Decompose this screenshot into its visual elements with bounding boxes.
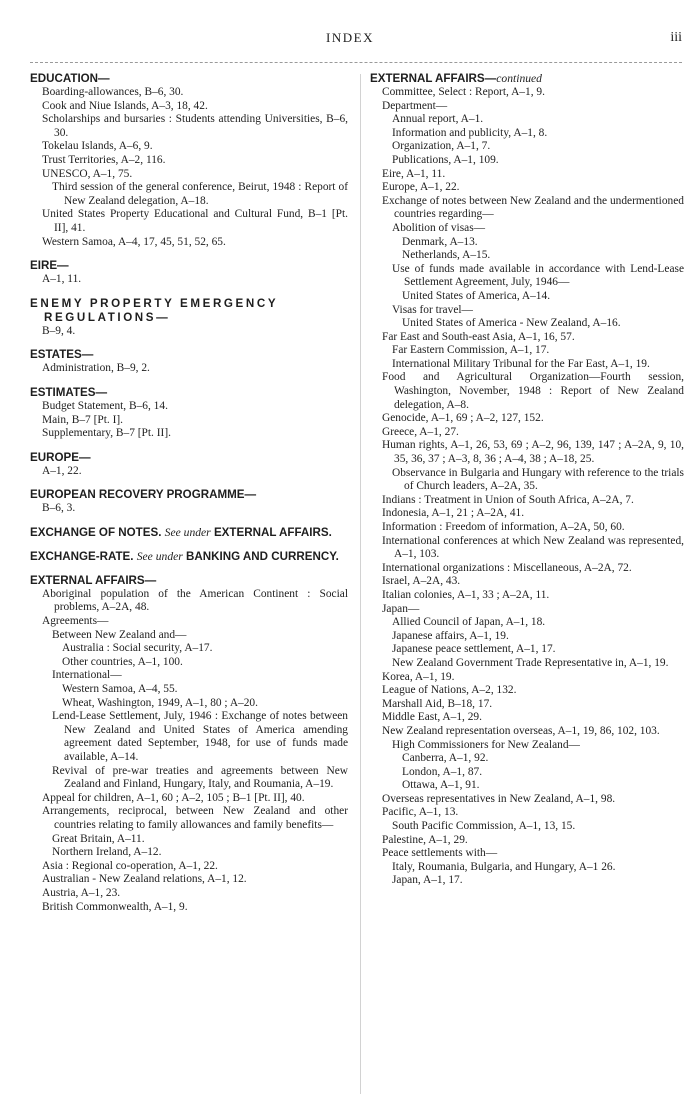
- index-entry: Denmark, A–13.: [402, 235, 478, 248]
- index-entry: Japanese peace settlement, A–1, 17.: [392, 643, 556, 656]
- index-entry: Australia : Social security, A–17.: [62, 642, 213, 655]
- index-entry: Overseas representatives in New Zealand, A–1, 98.: [382, 792, 616, 805]
- index-entry: Third session of the general conference, Beirut, 1948 : Report of New Zealand delegation, A–18.: [52, 181, 348, 207]
- index-entry: Italian colonies, A–1, 33 ; A–2A, 11.: [382, 588, 550, 601]
- index-entry: Human rights, A–1, 26, 53, 69 ; A–2, 96, 139, 147 ; A–2A, 9, 10, 35, 36, 37 ; A–3, 8, 36 ; A–4, 38 ; A–18, 25.: [382, 439, 684, 466]
- index-entry: Allied Council of Japan, A–1, 18.: [392, 616, 546, 629]
- index-entry: Between New Zealand and—: [52, 628, 187, 641]
- index-heading: EXTERNAL AFFAIRS—: [30, 573, 157, 587]
- continued-heading: EXTERNAL AFFAIRS—: [370, 72, 497, 85]
- index-entry: Organization, A–1, 7.: [392, 140, 491, 153]
- index-entry: Tokelau Islands, A–6, 9.: [42, 140, 153, 153]
- index-entry: Aboriginal population of the American Continent : Social problems, A–2A, 48.: [42, 587, 348, 614]
- cross-reference-target: EXTERNAL AFFAIRS.: [213, 525, 332, 539]
- cross-reference: [30, 550, 348, 564]
- index-entry: Annual report, A–1.: [392, 113, 484, 126]
- index-entry: Publications, A–1, 109.: [392, 153, 499, 166]
- index-heading: ESTATES—: [30, 348, 94, 362]
- index-entry: Austria, A–1, 23.: [42, 886, 121, 899]
- index-entry: International conferences at which New Zealand was represented, A–1, 103.: [382, 534, 684, 561]
- index-entry: B–9, 4.: [42, 324, 76, 337]
- index-heading: EDUCATION—: [30, 72, 110, 85]
- index-entry: United States Property Educational and Cultural Fund, B–1 [Pt. II], 41.: [42, 208, 348, 234]
- page-number: iii: [670, 30, 682, 45]
- index-entry: Marshall Aid, B–18, 17.: [382, 697, 493, 710]
- index-entry: South Pacific Commission, A–1, 13, 15.: [392, 820, 576, 833]
- index-heading: ENEMY PROPERTY EMERGENCY REGULATIONS—: [30, 296, 278, 324]
- index-entry: Indonesia, A–1, 21 ; A–2A, 41.: [382, 507, 525, 520]
- index-entry: League of Nations, A–2, 132.: [382, 684, 517, 697]
- index-entry: Netherlands, A–15.: [402, 249, 491, 262]
- cross-reference-term: EXCHANGE OF NOTES.: [30, 525, 162, 539]
- index-entry: Great Britain, A–11.: [52, 832, 145, 845]
- index-entry: Arrangements, reciprocal, between New Zealand and other countries relating to family allowances and family benefits—: [42, 805, 348, 831]
- index-entry: Peace settlements with—: [382, 847, 498, 860]
- index-entry: Italy, Roumania, Bulgaria, and Hungary, A–1 26.: [392, 860, 616, 873]
- index-entry: British Commonwealth, A–1, 9.: [42, 900, 188, 913]
- index-heading: ESTIMATES—: [30, 385, 108, 399]
- index-entry: New Zealand Government Trade Representative in, A–1, 19.: [392, 656, 669, 669]
- index-entry: Western Samoa, A–4, 17, 45, 51, 52, 65.: [42, 235, 226, 248]
- index-heading: EUROPEAN RECOVERY PROGRAMME—: [30, 488, 257, 502]
- index-heading-continued: [370, 72, 684, 86]
- index-entry: United States of America - New Zealand, A–16.: [402, 317, 621, 330]
- index-entry: Visas for travel—: [392, 303, 473, 316]
- index-entry: Information and publicity, A–1, 8.: [392, 126, 548, 139]
- index-entry: Scholarships and bursaries : Students attending Universities, B–6, 30.: [42, 113, 348, 139]
- index-entry: Northern Ireland, A–12.: [52, 846, 162, 859]
- index-entry: London, A–1, 87.: [402, 765, 483, 778]
- index-entry: Greece, A–1, 27.: [382, 425, 459, 438]
- index-entry: Far East and South-east Asia, A–1, 16, 57.: [382, 330, 575, 343]
- index-entry: Appeal for children, A–1, 60 ; A–2, 105 ; B–1 [Pt. II], 40.: [42, 791, 305, 804]
- index-entry: United States of America, A–14.: [402, 289, 551, 302]
- index-entry: A–1, 11.: [42, 273, 82, 286]
- index-entry: Eire, A–1, 11.: [382, 167, 446, 180]
- index-entry: Department—: [382, 99, 448, 112]
- index-entry: Palestine, A–1, 29.: [382, 833, 468, 846]
- header-rule: [30, 62, 682, 63]
- continued-label: continued: [496, 72, 542, 85]
- right-column: [370, 72, 684, 888]
- index-entry: Other countries, A–1, 100.: [62, 655, 183, 668]
- index-entry: New Zealand representation overseas, A–1, 19, 86, 102, 103.: [382, 724, 660, 737]
- index-entry: Cook and Niue Islands, A–3, 18, 42.: [42, 99, 208, 112]
- column-divider: [360, 74, 361, 1094]
- left-column: [30, 72, 348, 914]
- index-entry: Japan, A–1, 17.: [392, 874, 463, 887]
- index-entry: Administration, B–9, 2.: [42, 362, 150, 375]
- index-entry: Korea, A–1, 19.: [382, 670, 455, 683]
- cross-reference: [30, 526, 348, 540]
- index-entry: Committee, Select : Report, A–1, 9.: [382, 86, 545, 98]
- index-entry: Lend-Lease Settlement, July, 1946 : Exchange of notes between New Zealand and United States of America amending agreement dated September, 1948, for use of funds made available, A–14.: [52, 710, 348, 763]
- index-entry: Pacific, A–1, 13.: [382, 806, 459, 819]
- index-entry: Israel, A–2A, 43.: [382, 575, 461, 588]
- index-entry: Indians : Treatment in Union of South Africa, A–2A, 7.: [382, 493, 634, 506]
- see-under-label: See under: [164, 525, 211, 539]
- index-entry: Abolition of visas—: [392, 221, 486, 234]
- index-entry: Europe, A–1, 22.: [382, 181, 460, 194]
- index-entry: B–6, 3.: [42, 502, 76, 515]
- index-entry: Trust Territories, A–2, 116.: [42, 153, 166, 166]
- page-title: INDEX: [326, 30, 374, 45]
- index-heading: EUROPE—: [30, 450, 91, 464]
- index-entry: Middle East, A–1, 29.: [382, 711, 482, 724]
- index-entry: Canberra, A–1, 92.: [402, 752, 489, 765]
- cross-reference-target: BANKING AND CURRENCY.: [186, 549, 339, 563]
- index-entry: Main, B–7 [Pt. I].: [42, 413, 123, 426]
- index-entry: Genocide, A–1, 69 ; A–2, 127, 152.: [382, 412, 544, 425]
- index-entry: A–1, 22.: [42, 464, 82, 477]
- index-entry: High Commissioners for New Zealand—: [392, 738, 580, 751]
- index-entry: Budget Statement, B–6, 14.: [42, 399, 168, 412]
- index-entry: Exchange of notes between New Zealand and the undermentioned countries regarding—: [382, 194, 684, 221]
- cross-reference-term: EXCHANGE-RATE.: [30, 549, 134, 563]
- index-entry: Australian - New Zealand relations, A–1, 12.: [42, 873, 247, 886]
- see-under-label: See under: [136, 549, 183, 563]
- index-entry: Western Samoa, A–4, 55.: [62, 683, 178, 696]
- index-entry: Asia : Regional co-operation, A–1, 22.: [42, 859, 218, 872]
- index-entry: International Military Tribunal for the Far East, A–1, 19.: [392, 357, 650, 370]
- index-heading: EIRE—: [30, 259, 69, 273]
- index-entry: Food and Agricultural Organization—Fourth session, Washington, November, 1948 : Report of New Zealand delegation, A–8.: [382, 371, 684, 411]
- index-entry: UNESCO, A–1, 75.: [42, 167, 133, 180]
- index-entry: International—: [52, 669, 122, 682]
- index-entry: Boarding-allowances, B–6, 30.: [42, 86, 184, 98]
- index-entry: Revival of pre-war treaties and agreements between New Zealand and Finland, Hungary, Italy, and Roumania, A–19.: [52, 764, 348, 791]
- index-entry: Japanese affairs, A–1, 19.: [392, 629, 509, 642]
- index-entry: Agreements—: [42, 615, 109, 628]
- index-entry: Wheat, Washington, 1949, A–1, 80 ; A–20.: [62, 696, 258, 709]
- page-header: [0, 30, 700, 50]
- index-entry: International organizations : Miscellaneous, A–2A, 72.: [382, 561, 632, 574]
- index-entry: Observance in Bulgaria and Hungary with reference to the trials of Church leaders, A–2A, 35.: [392, 466, 684, 493]
- index-entry: Information : Freedom of information, A–2A, 50, 60.: [382, 521, 625, 533]
- index-entry: Supplementary, B–7 [Pt. II].: [42, 427, 171, 440]
- index-entry: Ottawa, A–1, 91.: [402, 779, 480, 792]
- index-entry: Japan—: [382, 602, 420, 615]
- index-entry: Far Eastern Commission, A–1, 17.: [392, 344, 550, 357]
- index-entry: Use of funds made available in accordance with Lend-Lease Settlement Agreement, July, 1946—: [392, 262, 684, 289]
